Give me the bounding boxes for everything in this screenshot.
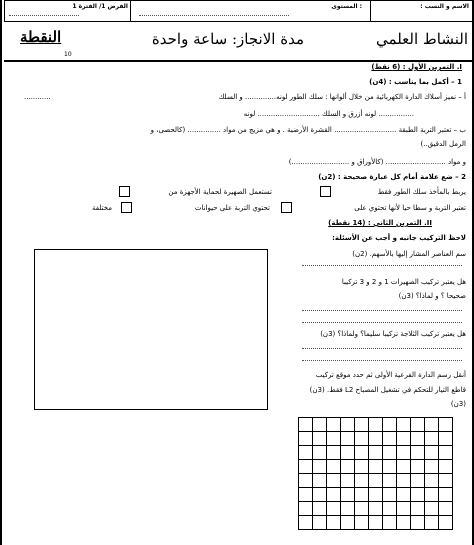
grid-cell	[327, 516, 341, 530]
name-label: الاسم و النسب :	[420, 3, 469, 10]
test-label: الفرض 1/ الفترة 1	[72, 3, 128, 10]
grid-cell	[327, 446, 341, 460]
grid-cell	[327, 460, 341, 474]
grid-cell	[411, 432, 425, 446]
option-4-checkbox[interactable]	[121, 202, 132, 213]
grid-cell	[327, 502, 341, 516]
grid-cell	[313, 418, 327, 432]
grid-cell	[341, 446, 355, 460]
grid-cell	[369, 516, 383, 530]
level-box	[130, 0, 371, 22]
grid-cell	[355, 488, 369, 502]
duration-title: مدة الانجاز: ساعة واحدة	[151, 30, 304, 48]
grid-cell	[411, 502, 425, 516]
grid-cell	[397, 516, 411, 530]
exercise2-q2a: هل يعتبر تركيب الصهيرات 1 و 2 و 3 تركيبا	[341, 278, 466, 286]
grid-cell	[397, 502, 411, 516]
grid-cell	[299, 516, 313, 530]
exercise2-q1: سم العناصر المشار إليها بالأسهم. (2ن)	[352, 250, 466, 258]
grid-cell	[369, 460, 383, 474]
grid-cell	[397, 460, 411, 474]
grid-cell	[439, 488, 453, 502]
exercise1-title: I. التمرين الأول : (6 نقط)	[371, 63, 462, 71]
grid-cell	[425, 460, 439, 474]
grid-cell	[327, 418, 341, 432]
grid-cell	[425, 432, 439, 446]
grid-cell	[313, 502, 327, 516]
grid-cell	[355, 432, 369, 446]
grid-cell	[299, 502, 313, 516]
grid-cell	[425, 502, 439, 516]
grid-cell	[341, 432, 355, 446]
grid-cell	[355, 474, 369, 488]
grid-cell	[411, 474, 425, 488]
grid-cell	[299, 418, 313, 432]
exercise2-intro: لاحظ التركيب جانبه و أجب عن الأسئلة:	[332, 234, 466, 242]
grid-cell	[425, 418, 439, 432]
grid-cell	[355, 418, 369, 432]
test-dotted-line	[9, 15, 79, 16]
grid-cell	[313, 446, 327, 460]
exercise1-q2: 2 – ضع علامة أمام كل عبارة صحيحة : (2ن)	[318, 173, 466, 181]
grid-cell	[341, 474, 355, 488]
exercise2-title: II. التمرين الثاني : (14 نقطة)	[328, 219, 432, 227]
grid-cell	[411, 488, 425, 502]
name-box	[370, 0, 474, 22]
option-3-checkbox[interactable]	[281, 202, 292, 213]
q1-b-line1: ب – تعتبر التربة الطبقة ............................ القشرة الأرضية . و هي مزيج من مواد ............... (كالحصى، و	[150, 126, 466, 134]
exercise2-q2b: صحيحا ؟ و لماذا؟ (3ن)	[398, 292, 466, 300]
answer-line-3	[302, 322, 462, 323]
score-value: 10	[64, 51, 72, 58]
grid-cell	[397, 446, 411, 460]
exercise2-q4a: أنقل رسم الدارة الفرعية الأولى ثم حدد موقع تركيب	[315, 371, 466, 379]
grid-cell	[369, 446, 383, 460]
grid-cell	[341, 460, 355, 474]
exercise2-q4b: قاطع التيار للتحكم في تشغيل المصباح L2 فقط. (3ن)	[309, 386, 466, 394]
grid-cell	[425, 446, 439, 460]
grid-cell	[355, 516, 369, 530]
grid-cell	[411, 516, 425, 530]
exercise1-q1: 1 – أكمل بما يناسب : (4ن)	[369, 78, 462, 86]
grid-cell	[327, 474, 341, 488]
grid-cell	[299, 432, 313, 446]
level-label: : المستوى	[331, 3, 362, 10]
grid-cell	[439, 432, 453, 446]
grid-cell	[369, 418, 383, 432]
grid-cell	[327, 432, 341, 446]
circuit-figure-box	[34, 249, 268, 410]
grid-cell	[439, 460, 453, 474]
grid-cell	[439, 474, 453, 488]
grid-cell	[313, 516, 327, 530]
exercise2-q3: هل يعتبر تركيب الثلاجة تركيبا سليما؟ ولماذا؟ (3ن)	[320, 330, 466, 338]
grid-cell	[369, 474, 383, 488]
option-4-label: تحتوي التربة على حيوانات	[194, 204, 270, 212]
grid-cell	[383, 474, 397, 488]
grid-cell	[341, 488, 355, 502]
grid-cell	[369, 488, 383, 502]
grid-cell	[313, 460, 327, 474]
grid-cell	[439, 418, 453, 432]
test-box	[4, 0, 131, 22]
grid-cell	[439, 446, 453, 460]
grid-cell	[383, 502, 397, 516]
grid-cell	[411, 418, 425, 432]
grid-cell	[383, 460, 397, 474]
q1-a-line2: ................ لونه أزرق و السلك ............................ لونه	[243, 110, 414, 118]
q1-a-line1-pre: ............	[24, 93, 51, 101]
score-label: النقطة	[20, 28, 62, 46]
grid-cell	[397, 418, 411, 432]
grid-cell	[341, 502, 355, 516]
grid-cell	[313, 474, 327, 488]
option-3-label: تعتبر التربة و سطا حيا لأنها تحتوي على	[354, 204, 466, 212]
answer-line-1	[302, 265, 462, 266]
grid-cell	[397, 474, 411, 488]
grid-cell	[341, 418, 355, 432]
grid-cell	[383, 516, 397, 530]
grid-cell	[425, 488, 439, 502]
grid-cell	[313, 488, 327, 502]
grid-cell	[341, 516, 355, 530]
grid-cell	[439, 516, 453, 530]
exercise2-q4c: (3ن)	[450, 400, 466, 408]
grid-cell	[299, 474, 313, 488]
grid-cell	[411, 446, 425, 460]
grid-cell	[313, 432, 327, 446]
q1-b-line2: الرمل الدقيق..)	[420, 140, 466, 148]
grid-cell	[397, 432, 411, 446]
grid-cell	[355, 446, 369, 460]
title-row	[4, 22, 474, 62]
answer-line-2	[302, 310, 462, 311]
option-1-label: يربط بالمأخذ سلك الطور فقط	[377, 188, 466, 196]
subject-title: النشاط العلمي	[376, 30, 468, 48]
grid-cell	[299, 446, 313, 460]
grid-cell	[383, 432, 397, 446]
grid-cell	[355, 460, 369, 474]
grid-cell	[383, 418, 397, 432]
grid-cell	[425, 474, 439, 488]
grid-cell	[425, 516, 439, 530]
q1-a-line1: أ – نميز أسلاك الدارة الكهربائية من خلال ألوانها : سلك الطور لونه.............. و السلك	[218, 93, 466, 101]
grid-cell	[299, 488, 313, 502]
drawing-grid	[298, 417, 453, 530]
grid-cell	[327, 488, 341, 502]
option-2-checkbox[interactable]	[119, 186, 130, 197]
grid-cell	[383, 446, 397, 460]
grid-cell	[383, 488, 397, 502]
grid-cell	[369, 502, 383, 516]
grid-cell	[411, 460, 425, 474]
grid-cell	[355, 502, 369, 516]
grid-cell	[299, 460, 313, 474]
option-1-checkbox[interactable]	[320, 186, 331, 197]
grid-cell	[369, 432, 383, 446]
grid-cell	[397, 488, 411, 502]
answer-line-4	[302, 348, 462, 349]
grid-cell	[439, 502, 453, 516]
q1-b-line3: و مواد ........................... (كالأوراق و ..........................)	[288, 158, 466, 166]
option-5-label: مختلفة	[92, 204, 112, 212]
level-dotted-line	[139, 15, 289, 16]
answer-line-5	[302, 360, 462, 361]
option-2-label: تستعمل الصهيرة لحماية الأجهزة من	[168, 188, 272, 196]
